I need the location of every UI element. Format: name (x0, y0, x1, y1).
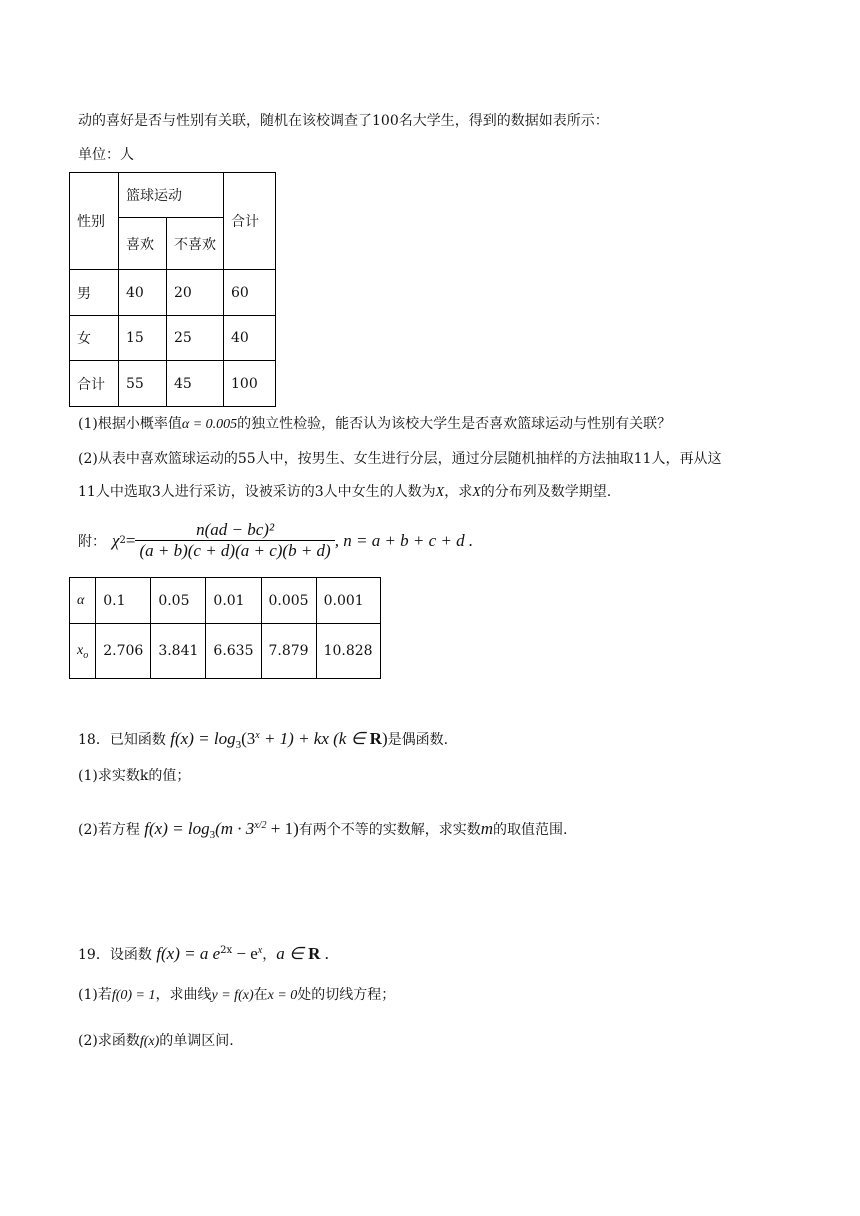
q17-part2-line1: (2)从表中喜欢篮球运动的55人中，按男生、女生进行分层，通过分层随机抽样的方法抽取11人，再从这 (78, 451, 722, 467)
table-row (70, 361, 276, 407)
q18-part2-base: 3 (209, 829, 216, 841)
critical-value-table (69, 577, 381, 679)
q19-sup: x (257, 945, 263, 956)
fraction-denominator: (a + b)(c + d)(a + c)(b + d) (139, 541, 331, 560)
x-label (70, 624, 96, 679)
x-cell: 3.841 (151, 624, 206, 679)
q17-text: 的分布列及数学期望. (480, 484, 612, 500)
x-cell: 10.828 (316, 624, 380, 679)
row-label: 男 (70, 270, 119, 316)
alpha-cell: 0.01 (206, 578, 261, 624)
appendix-tail: , n = a + b + c + d . (334, 530, 474, 550)
cell-total: 100 (224, 361, 276, 407)
var-m: m (480, 819, 494, 838)
q19-cond: a ∈ (276, 944, 309, 963)
header-like: 喜欢 (119, 218, 167, 270)
header-dislike: 不喜欢 (167, 218, 224, 270)
q18-part1: (1)求实数k的值； (78, 768, 191, 784)
cell-total: 60 (224, 270, 276, 316)
cell-dislike: 20 (167, 270, 224, 316)
q19-part1-curve: y = f(x) (211, 988, 254, 1003)
q18-prefix: 已知函数 (109, 732, 166, 748)
q19-part2-prefix: (2)求函数 (78, 1033, 140, 1049)
q19-part1-suffix: 处的切线方程； (297, 987, 396, 1003)
q19-part1-cond: f(0) = 1 (111, 988, 156, 1003)
chi-sup: 2 (119, 535, 126, 546)
q19-part2-suffix: 的单调区间. (159, 1033, 234, 1049)
header-gender: 性别 (70, 173, 119, 270)
table-row (70, 316, 276, 361)
q18-base: 3 (235, 739, 242, 751)
appendix-label: 附： (78, 533, 106, 550)
q18-part2 (78, 816, 568, 845)
unit-label: 单位：人 (78, 147, 134, 163)
q19-minus: − e (232, 944, 258, 963)
q17-text: ，求 (444, 484, 473, 500)
alpha-cell: 0.001 (316, 578, 380, 624)
q18-stem (78, 726, 448, 755)
q19-dot: . (320, 944, 329, 963)
table-row (70, 270, 276, 316)
x-cell: 6.635 (206, 624, 261, 679)
row-label: 女 (70, 316, 119, 361)
q19-func: f(x) = a e (156, 944, 221, 963)
cell-dislike: 45 (167, 361, 224, 407)
q19-prefix: 设函数 (109, 947, 152, 963)
x-letter: x (77, 642, 84, 658)
alpha-cell: 0.05 (151, 578, 206, 624)
q18-part2-arg: (m · 3 (215, 819, 255, 838)
q19-part1-prefix: (1)若 (78, 987, 112, 1003)
intro-line: 动的喜好是否与性别有关联，随机在该校调查了100名大学生，得到的数据如表所示： (78, 113, 609, 129)
q18-suffix: 是偶函数. (387, 732, 449, 748)
var-x: X (472, 485, 481, 500)
q17-text: 11人中选取3人进行采访，设被采访的3人中女生的人数为 (78, 484, 436, 500)
q18-part2-arg: + 1) (266, 819, 299, 838)
q19-comma: ， (262, 947, 277, 963)
table-row (70, 624, 381, 679)
q17-part1-prefix: (1)根据小概率值 (78, 416, 182, 432)
q19-part2 (78, 1031, 234, 1052)
q18-arg: (3 (241, 729, 256, 748)
q19-part1-mid: ，求曲线 (155, 987, 212, 1003)
cell-dislike: 25 (167, 316, 224, 361)
q19-part2-func: f(x) (139, 1034, 160, 1049)
appendix-formula (78, 520, 473, 561)
q17-part1-suffix: 的独立性检验，能否认为该校大学生是否喜欢篮球运动与性别有关联？ (237, 416, 672, 432)
alpha-cell: 0.1 (96, 578, 151, 624)
table-row (70, 578, 381, 624)
x-cell: 2.706 (96, 624, 151, 679)
alpha-value: α = 0.005 (181, 417, 238, 432)
x-cell: 7.879 (261, 624, 316, 679)
q18-arg: + 1) + kx (k ∈ (259, 729, 370, 748)
q18-part2-suffix: 的取值范围. (493, 822, 568, 838)
q18-func: f(x) = log (170, 729, 236, 748)
q18-sup: x (255, 730, 260, 741)
q18-part2-sup: x/2 (254, 820, 267, 831)
survey-table (69, 172, 276, 407)
q18-arg: ) (381, 729, 388, 748)
cell-like: 55 (119, 361, 167, 407)
header-basketball: 篮球运动 (119, 173, 224, 218)
q18-part2-func: f(x) = log (144, 819, 210, 838)
fraction-numerator: n(ad − bc)² (135, 520, 334, 541)
reals-symbol: R (369, 729, 382, 748)
q19-stem (78, 941, 329, 965)
equals: = (125, 530, 136, 550)
var-x: X (435, 485, 445, 500)
chi-fraction (135, 520, 334, 561)
q18-number: 18． (78, 732, 110, 748)
q19-part1-x: x = 0 (267, 988, 298, 1003)
alpha-label: α (70, 578, 96, 624)
q18-part2-prefix: (2)若方程 (78, 822, 140, 838)
chi-symbol: χ (112, 530, 120, 550)
q19-number: 19． (78, 947, 110, 963)
row-label: 合计 (70, 361, 119, 407)
q17-part2-line2 (78, 482, 611, 503)
cell-like: 40 (119, 270, 167, 316)
x-sub: o (83, 649, 89, 661)
cell-total: 40 (224, 316, 276, 361)
header-total: 合计 (224, 173, 276, 270)
q19-sup: 2x (220, 945, 233, 956)
q19-part1 (78, 985, 395, 1006)
alpha-cell: 0.005 (261, 578, 316, 624)
reals-symbol: R (308, 944, 321, 963)
cell-like: 15 (119, 316, 167, 361)
q17-part1 (78, 414, 671, 435)
q19-part1-at: 在 (253, 987, 268, 1003)
q18-part2-mid: 有两个不等的实数解，求实数 (298, 822, 481, 838)
